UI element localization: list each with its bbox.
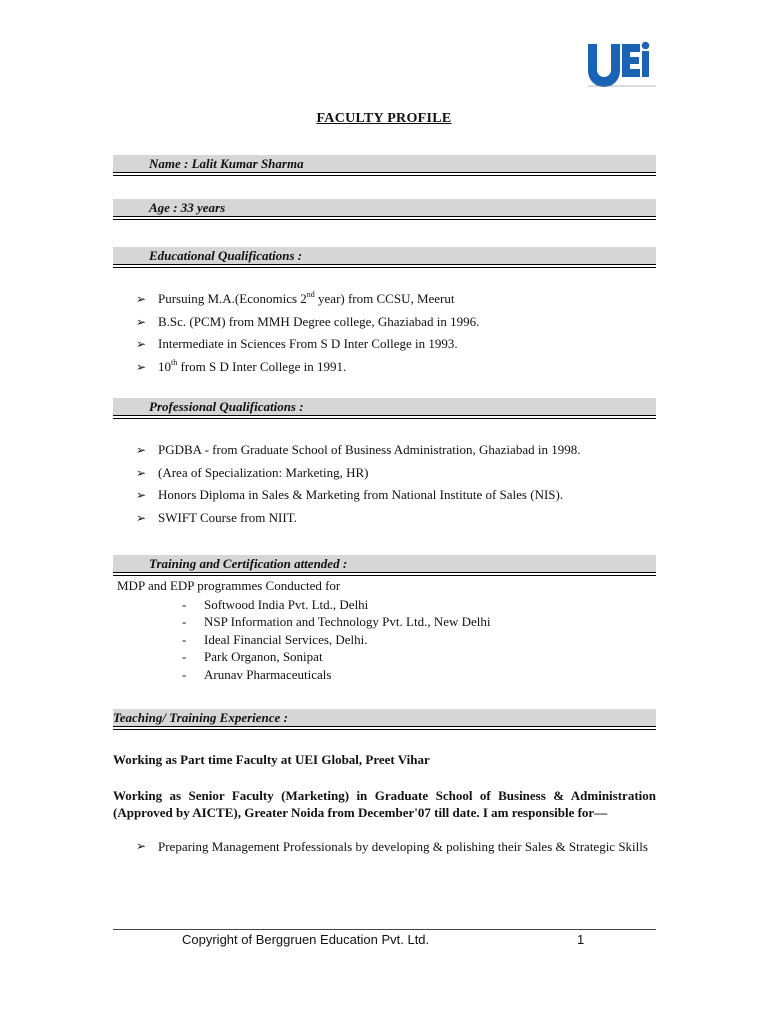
list-item: ➢ PGDBA - from Graduate School of Business Administration, Ghaziabad in 1998. bbox=[136, 439, 580, 462]
arrow-bullet-icon: ➢ bbox=[136, 839, 147, 853]
age-label: Age : 33 years bbox=[149, 200, 226, 215]
professional-heading-band bbox=[113, 398, 656, 416]
training-heading: Training and Certification attended : bbox=[149, 556, 348, 571]
experience-list bbox=[136, 838, 656, 855]
training-list bbox=[180, 596, 491, 683]
list-item: - Softwood India Pvt. Ltd., Delhi bbox=[180, 596, 491, 613]
experience-paragraph-2: Working as Senior Faculty (Marketing) in Graduate School of Business & Administration (Approved by AICTE), Greater Noida from December'07 till date. I am responsible for— bbox=[113, 788, 656, 820]
list-item: ➢ Intermediate in Sciences From S D Inter College in 1993. bbox=[136, 333, 479, 356]
training-intro: MDP and EDP programmes Conducted for bbox=[117, 578, 341, 593]
education-list bbox=[136, 288, 479, 378]
experience-heading-band bbox=[113, 709, 656, 727]
arrow-bullet-icon: ➢ bbox=[136, 292, 147, 306]
list-item: ➢ 10th from S D Inter College in 1991. bbox=[136, 356, 479, 379]
name-label: Name : Lalit Kumar Sharma bbox=[149, 156, 304, 171]
professional-list bbox=[136, 439, 580, 529]
list-item: - Park Organon, Sonipat bbox=[180, 648, 491, 665]
age-section-band bbox=[113, 199, 656, 217]
list-item: ➢ Honors Diploma in Sales & Marketing from National Institute of Sales (NIS). bbox=[136, 484, 580, 507]
arrow-bullet-icon: ➢ bbox=[136, 443, 147, 457]
list-item: ➢ Pursuing M.A.(Economics 2nd year) from CCSU, Meerut bbox=[136, 288, 479, 311]
arrow-bullet-icon: ➢ bbox=[136, 465, 147, 480]
education-heading: Educational Qualifications : bbox=[149, 248, 303, 263]
page-title: FACULTY PROFILE bbox=[316, 111, 452, 126]
arrow-bullet-icon: ➢ bbox=[136, 510, 147, 525]
arrow-bullet-icon: ➢ bbox=[136, 359, 147, 374]
experience-paragraph-1: Working as Part time Faculty at UEI Global, Preet Vihar bbox=[113, 752, 430, 767]
list-item: ➢ (Area of Specialization: Marketing, HR) bbox=[136, 462, 580, 485]
training-heading-band bbox=[113, 555, 656, 573]
list-item: - Ideal Financial Services, Delhi. bbox=[180, 631, 491, 648]
list-item: ➢ Preparing Management Professionals by developing & polishing their Sales & Strategic Skills bbox=[136, 839, 648, 854]
uei-global-logo bbox=[586, 38, 658, 102]
list-item: ➢ SWIFT Course from NIIT. bbox=[136, 507, 580, 530]
education-heading-band bbox=[113, 247, 656, 265]
arrow-bullet-icon: ➢ bbox=[136, 337, 147, 351]
list-item: ➢ B.Sc. (PCM) from MMH Degree college, Ghaziabad in 1996. bbox=[136, 311, 479, 334]
arrow-bullet-icon: ➢ bbox=[136, 488, 147, 502]
name-section-band bbox=[113, 155, 656, 173]
arrow-bullet-icon: ➢ bbox=[136, 314, 147, 329]
list-item: - Arunav Pharmaceuticals bbox=[180, 666, 491, 683]
footer-divider bbox=[113, 929, 656, 930]
page-number: 1 bbox=[577, 932, 585, 947]
list-item: - NSP Information and Technology Pvt. Ltd., New Delhi bbox=[180, 613, 491, 630]
experience-heading: Teaching/ Training Experience : bbox=[113, 710, 288, 725]
professional-heading: Professional Qualifications : bbox=[149, 399, 304, 414]
footer-copyright: Copyright of Berggruen Education Pvt. Ltd. bbox=[182, 932, 430, 947]
